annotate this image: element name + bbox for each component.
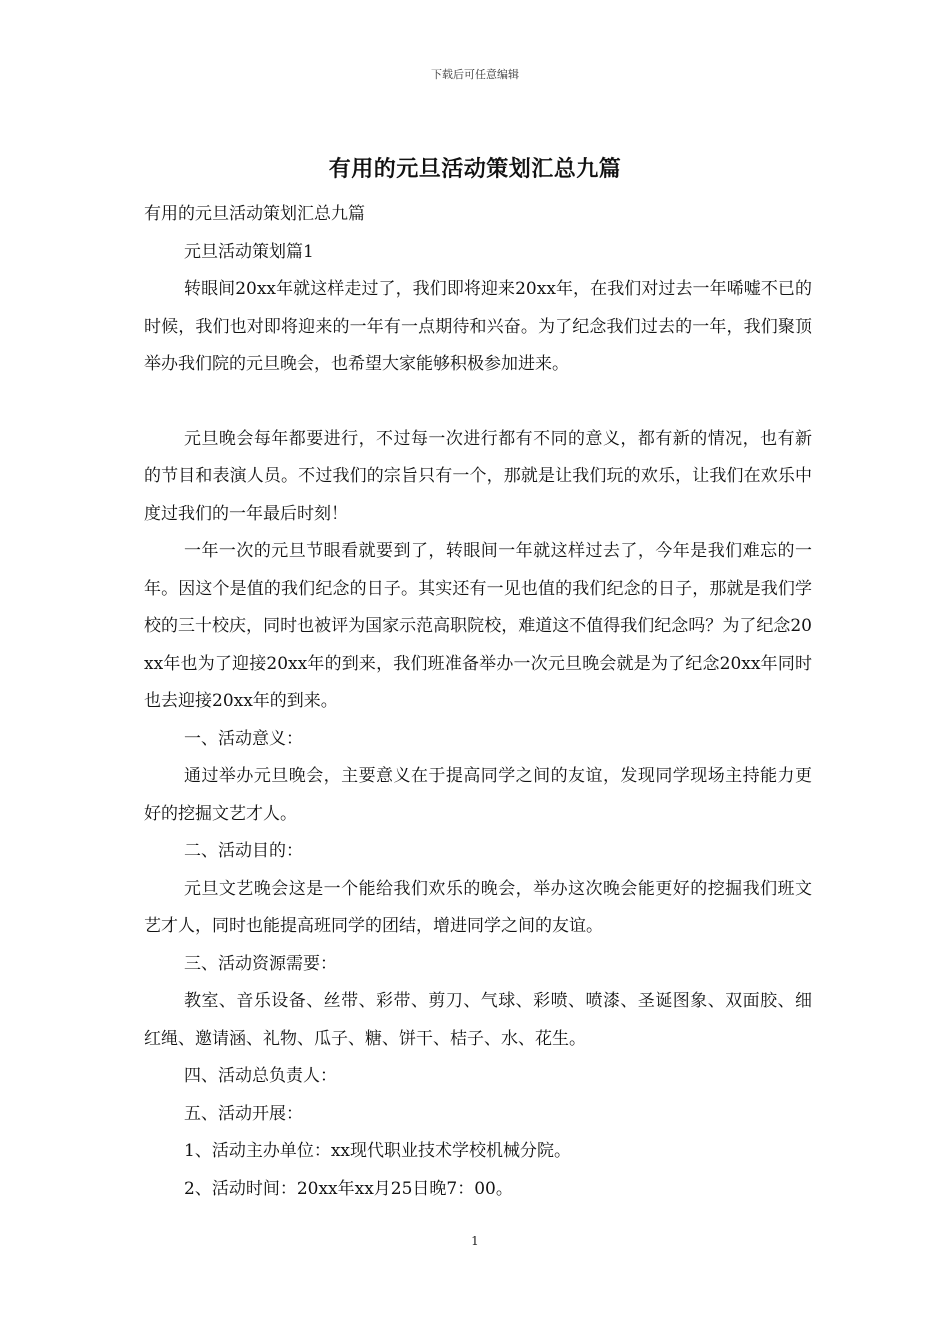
header-note: 下载后可任意编辑 <box>431 68 519 81</box>
heading-activity-purpose: 二、活动目的： <box>184 841 303 861</box>
heading-activity-execution: 五、活动开展： <box>184 1103 303 1124</box>
paragraph-activity-meaning: 通过举办元旦晚会，主要意义在于提高同学之间的友谊，发现同学现场主持能力更好的挖掘文艺才人。 <box>144 766 812 824</box>
blank-line <box>144 384 812 421</box>
heading-activity-resources: 三、活动资源需要： <box>184 953 337 974</box>
document-body <box>144 196 812 1208</box>
paragraph-activity-resources: 教室、音乐设备、丝带、彩带、剪刀、气球、彩喷、喷漆、圣诞图象、双面胶、细红绳、邀请涵、礼物、瓜子、糖、饼干、桔子、水、花生。 <box>144 991 812 1049</box>
paragraph-meaning-intro: 元旦晚会每年都要进行，不过每一次进行都有不同的意义，都有新的情况，也有新的节目和表演人员。不过我们的宗旨只有一个，那就是让我们玩的欢乐，让我们在欢乐中度过我们的一年最后时刻！ <box>144 428 812 524</box>
heading-activity-meaning: 一、活动意义： <box>184 728 303 749</box>
list-item-time: 2、活动时间：20xx年xx月25日晚7：00。 <box>184 1178 513 1199</box>
subtitle-line: 有用的元旦活动策划汇总九篇 <box>144 204 365 224</box>
page-number: 1 <box>471 1234 479 1248</box>
paragraph-intro: 转眼间20xx年就这样走过了，我们即将迎来20xx年，在我们对过去一年唏嘘不已的时候，我们也对即将迎来的一年有一点期待和兴奋。为了纪念我们过去的一年，我们聚顶举办我们院的元旦晚会，也希望大家能够积极参加进来。 <box>144 279 812 374</box>
section-heading: 元旦活动策划篇1 <box>184 241 314 262</box>
document-title: 有用的元旦活动策划汇总九篇 <box>328 156 622 182</box>
list-item-organizer: 1、活动主办单位：xx现代职业技术学校机械分院。 <box>184 1141 571 1161</box>
heading-activity-leader: 四、活动总负责人： <box>184 1066 337 1086</box>
paragraph-activity-purpose: 元旦文艺晚会这是一个能给我们欢乐的晚会，举办这次晚会能更好的挖掘我们班文艺才人，同时也能提高班同学的团结，增进同学之间的友谊。 <box>144 878 812 936</box>
paragraph-background: 一年一次的元旦节眼看就要到了，转眼间一年就这样过去了，今年是我们难忘的一年。因这个是值的我们纪念的日子。其实还有一见也值的我们纪念的日子，那就是我们学校的三十校庆，同时也被评为国家示范高职院校，难道这不值得我们纪念吗？为了纪念20xx年也为了迎接20xx年的到来，我们班准备举办一次元旦晚会就是为了纪念20xx年同时也去迎接20xx年的到来。 <box>144 541 812 711</box>
